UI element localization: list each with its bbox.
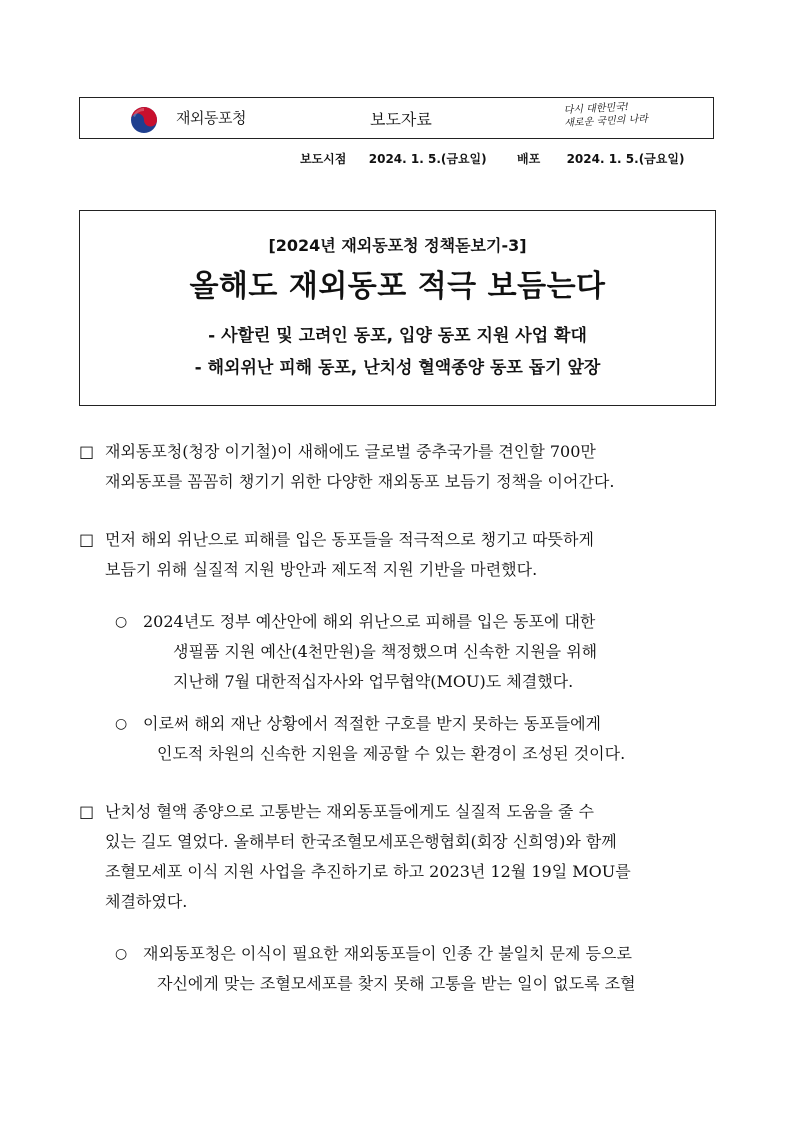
paragraph-line: 재외동포를 꼼꼼히 챙기기 위한 다양한 재외동포 보듬기 정책을 이어간다. bbox=[105, 472, 615, 491]
paragraph-line: 생필품 지원 예산(4천만원)을 책정했으며 신속한 지원을 위해 bbox=[173, 642, 598, 661]
release-info bbox=[300, 150, 684, 167]
press-release-header bbox=[79, 97, 714, 139]
release-time-value: 2024. 1. 5.(금요일) bbox=[368, 152, 487, 166]
document-type: 보도자료 bbox=[370, 110, 432, 129]
paragraph-line: 체결하였다. bbox=[105, 892, 188, 911]
slogan-line-1: 다시 대한민국! bbox=[563, 101, 630, 117]
paragraph-line: 재외동포청은 이식이 필요한 재외동포들이 인종 간 불일치 문제 등으로 bbox=[143, 944, 632, 963]
paragraph-line: 난치성 혈액 종양으로 고통받는 재외동포들에게도 실질적 도움을 줄 수 bbox=[105, 802, 594, 821]
bullet-circle: ○ bbox=[115, 716, 128, 732]
bullet-circle: ○ bbox=[115, 614, 128, 630]
slogan-line-2: 새로운 국민의 나라 bbox=[564, 113, 649, 130]
government-emblem-icon bbox=[130, 106, 158, 134]
paragraph-3 bbox=[79, 797, 716, 917]
distribution-value: 2024. 1. 5.(금요일) bbox=[566, 152, 685, 166]
body-text bbox=[79, 437, 716, 999]
agency-name: 재외동포청 bbox=[176, 109, 246, 127]
bullet-square: □ bbox=[79, 530, 95, 549]
bullet-square: □ bbox=[79, 802, 95, 821]
paragraph-line: 지난해 7월 대한적십자사와 업무협약(MOU)도 체결했다. bbox=[173, 672, 574, 691]
paragraph-line: 이로써 해외 재난 상황에서 적절한 구호를 받지 못하는 동포들에게 bbox=[143, 714, 602, 733]
slogan bbox=[563, 100, 648, 130]
bullet-square: □ bbox=[79, 442, 95, 461]
paragraph-line: 2024년도 정부 예산안에 해외 위난으로 피해를 입은 동포에 대한 bbox=[143, 612, 596, 631]
paragraph-line: 조혈모세포 이식 지원 사업을 추진하기로 하고 2023년 12월 19일 MOU를 bbox=[105, 862, 631, 881]
paragraph-2a bbox=[79, 607, 716, 697]
paragraph-line: 재외동포청(청장 이기철)이 새해에도 글로벌 중추국가를 견인할 700만 bbox=[105, 442, 596, 461]
subtitle-2: - 해외위난 피해 동포, 난치성 혈액종양 동포 돕기 앞장 bbox=[194, 358, 601, 378]
paragraph-line: 인도적 차원의 신속한 지원을 제공할 수 있는 환경이 조성된 것이다. bbox=[157, 744, 626, 763]
paragraph-3a bbox=[79, 939, 716, 999]
bullet-circle: ○ bbox=[115, 946, 128, 962]
paragraph-line: 먼저 해외 위난으로 피해를 입은 동포들을 적극적으로 챙기고 따뜻하게 bbox=[105, 530, 594, 549]
paragraph-line: 있는 길도 열었다. 올해부터 한국조혈모세포은행협회(회장 신희영)와 함께 bbox=[105, 832, 617, 851]
distribution-label: 배포 bbox=[517, 152, 541, 166]
subtitle-1: - 사할린 및 고려인 동포, 입양 동포 지원 사업 확대 bbox=[208, 326, 587, 346]
paragraph-1 bbox=[79, 437, 716, 497]
title-box bbox=[79, 210, 716, 406]
release-time-label: 보도시점 bbox=[300, 152, 347, 166]
paragraph-2b bbox=[79, 709, 716, 769]
paragraph-line: 보듬기 위해 실질적 지원 방안과 제도적 지원 기반을 마련했다. bbox=[105, 560, 538, 579]
series-title: [2024년 재외동포청 정책돋보기-3] bbox=[268, 236, 527, 255]
page-title: 올해도 재외동포 적극 보듬는다 bbox=[189, 269, 606, 304]
paragraph-2 bbox=[79, 525, 716, 585]
paragraph-line: 자신에게 맞는 조혈모세포를 찾지 못해 고통을 받는 일이 없도록 조혈 bbox=[157, 974, 636, 993]
